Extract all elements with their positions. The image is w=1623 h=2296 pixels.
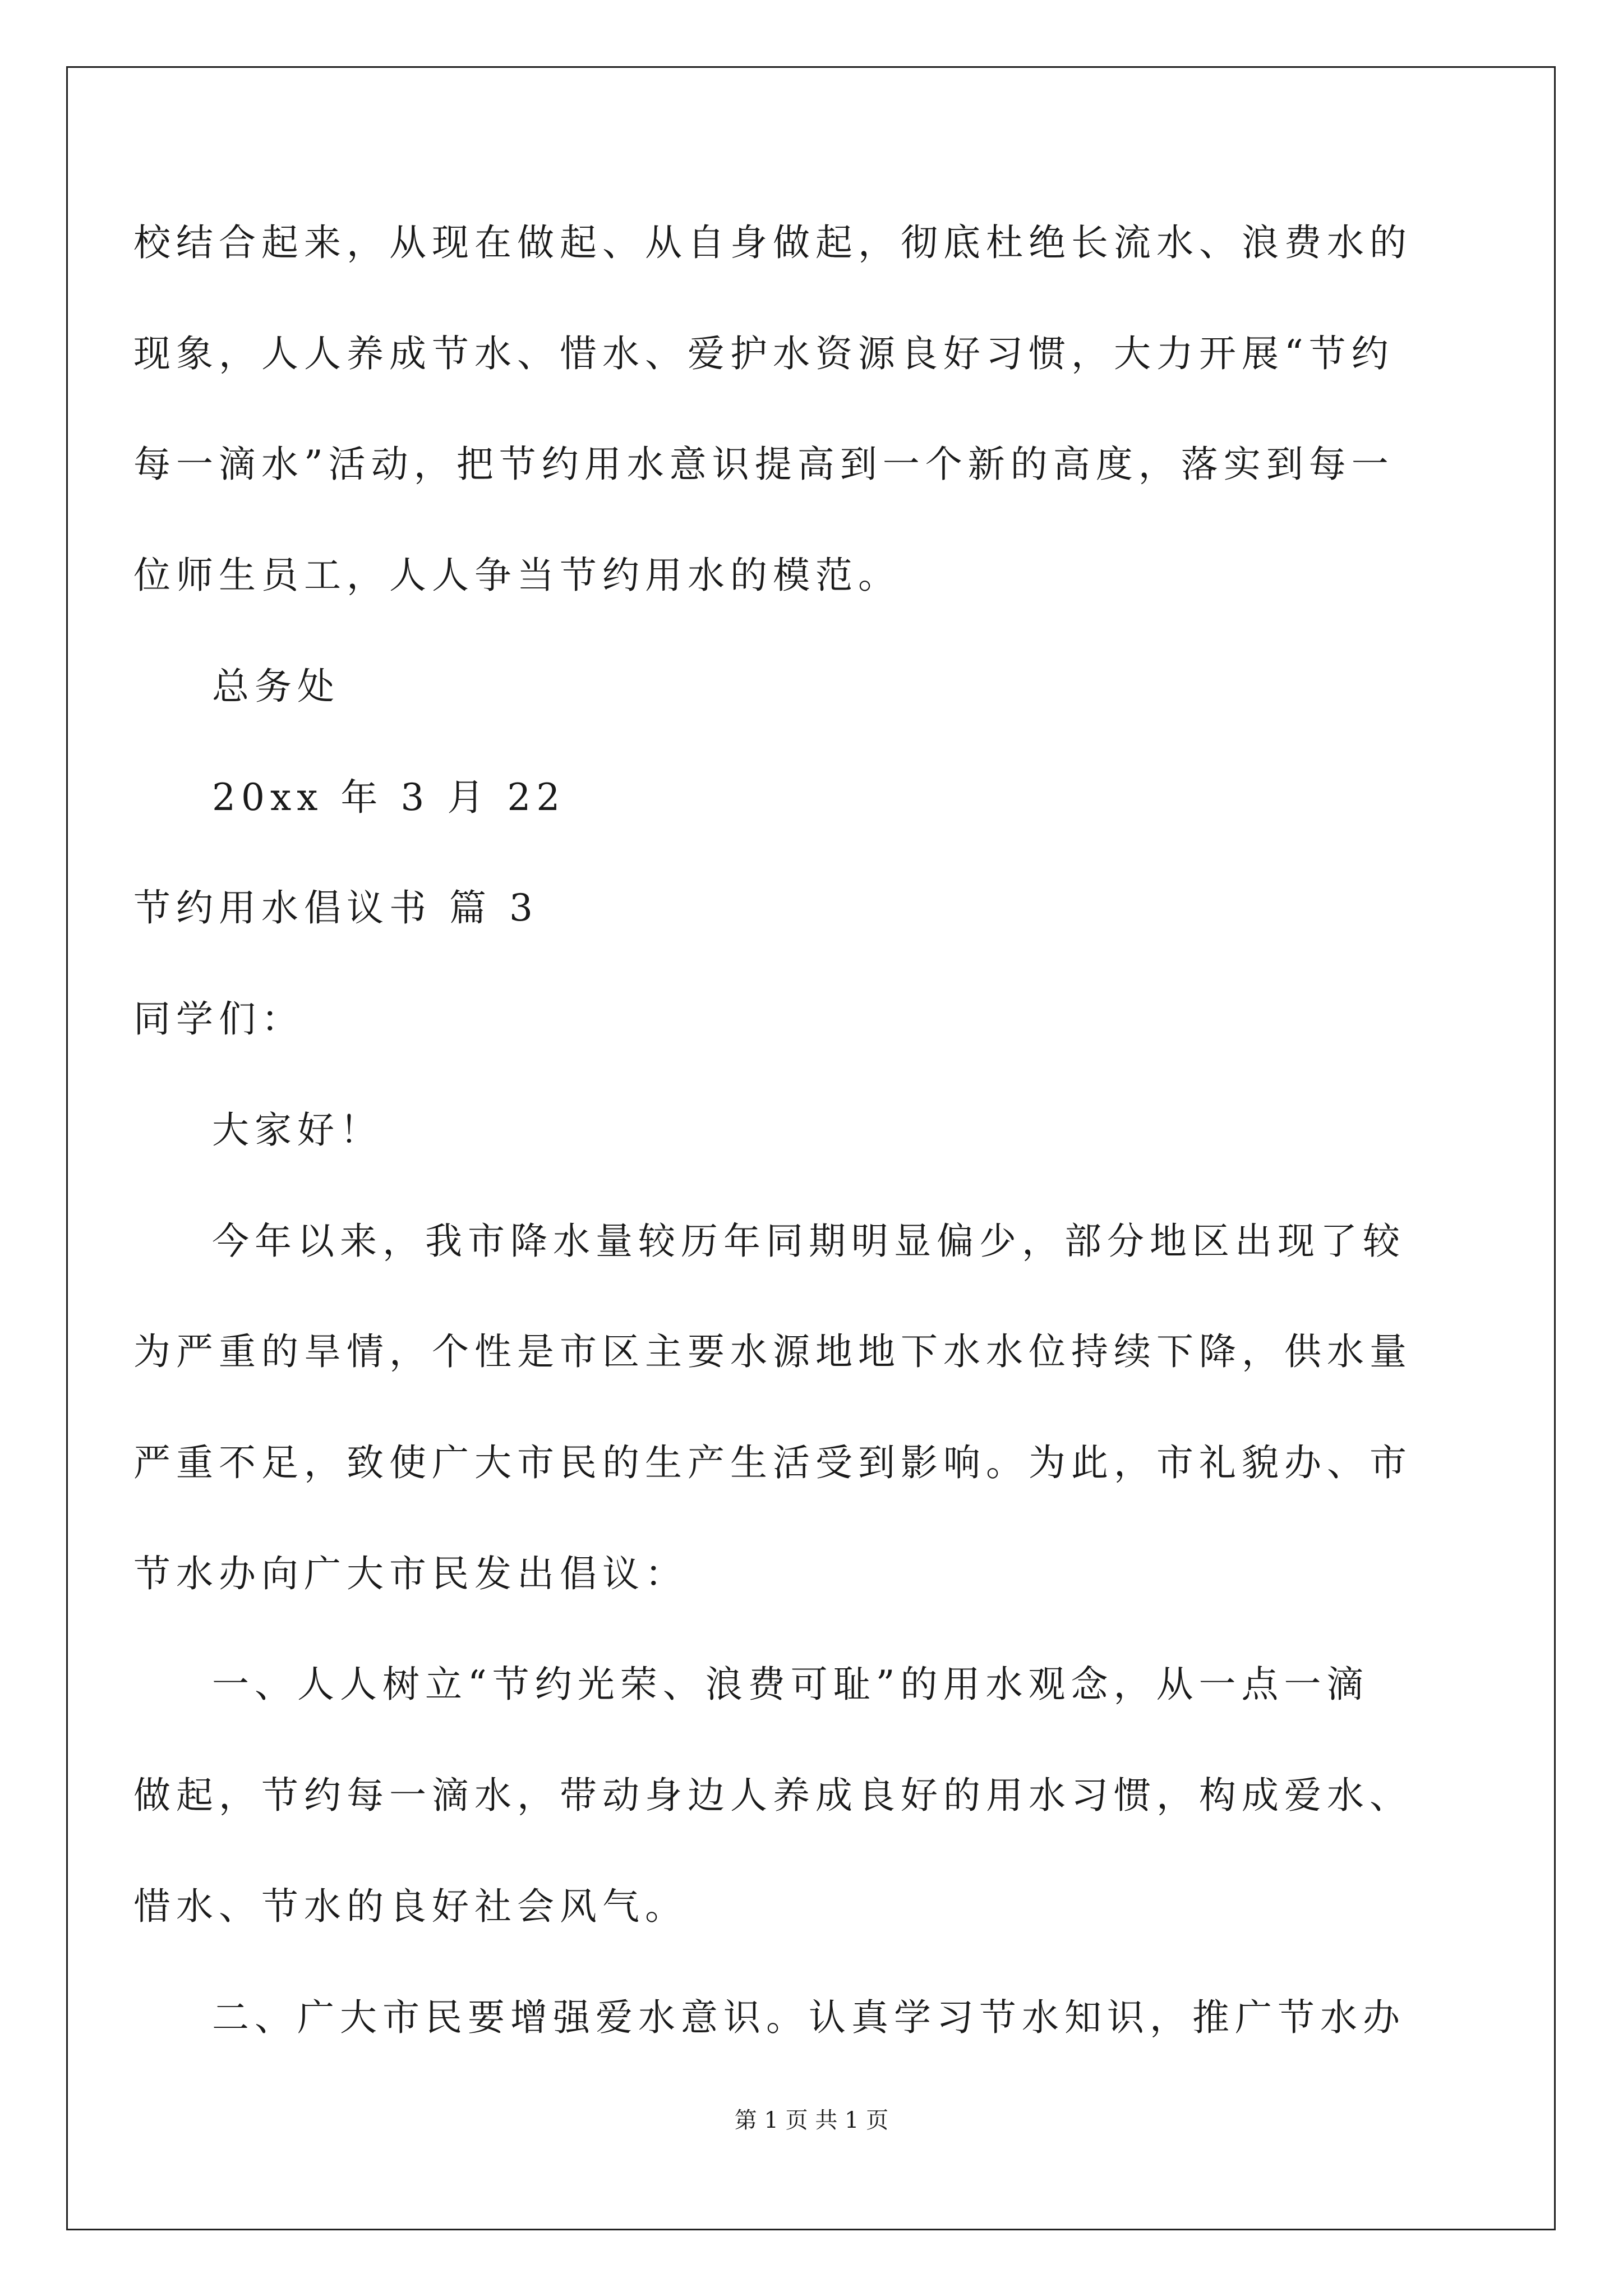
item-one-line: 一、人人树立“节约光荣、浪费可耻”的用水观念，从一点一滴 bbox=[212, 1663, 1370, 1706]
signature-department: 总务处 bbox=[212, 665, 340, 708]
item-one-line: 惜水、节水的良好社会风气。 bbox=[133, 1885, 688, 1928]
item-two-line: 二、广大市民要增强爱水意识。认真学习节水知识，推广节水办 bbox=[212, 1996, 1405, 2039]
page-footer: 第 1 页 共 1 页 bbox=[734, 2108, 889, 2133]
signature-date: 20xx 年 3 月 22 bbox=[212, 776, 566, 819]
greeting: 大家好！ bbox=[212, 1108, 382, 1152]
salutation: 同学们： bbox=[133, 997, 304, 1041]
paragraph-line: 校结合起来，从现在做起、从自身做起，彻底杜绝长流水、浪费水的 bbox=[133, 221, 1412, 264]
intro-line: 为严重的旱情，个性是市区主要水源地地下水水位持续下降，供水量 bbox=[133, 1330, 1412, 1373]
paragraph-line: 位师生员工，人人争当节约用水的模范。 bbox=[133, 554, 901, 597]
paragraph-line: 每一滴水”活动，把节约用水意识提高到一个新的高度，落实到每一 bbox=[133, 443, 1394, 486]
item-one-line: 做起，节约每一滴水，带动身边人养成良好的用水习惯，构成爱水、 bbox=[133, 1774, 1412, 1817]
intro-line: 节水办向广大市民发出倡议： bbox=[133, 1552, 688, 1595]
intro-line: 今年以来，我市降水量较历年同期明显偏少，部分地区出现了较 bbox=[212, 1220, 1405, 1263]
paragraph-line: 现象，人人养成节水、惜水、爱护水资源良好习惯，大力开展“节约 bbox=[133, 332, 1394, 375]
intro-line: 严重不足，致使广大市民的生产生活受到影响。为此，市礼貌办、市 bbox=[133, 1441, 1412, 1484]
section-title: 节约用水倡议书 篇 3 bbox=[133, 886, 538, 930]
